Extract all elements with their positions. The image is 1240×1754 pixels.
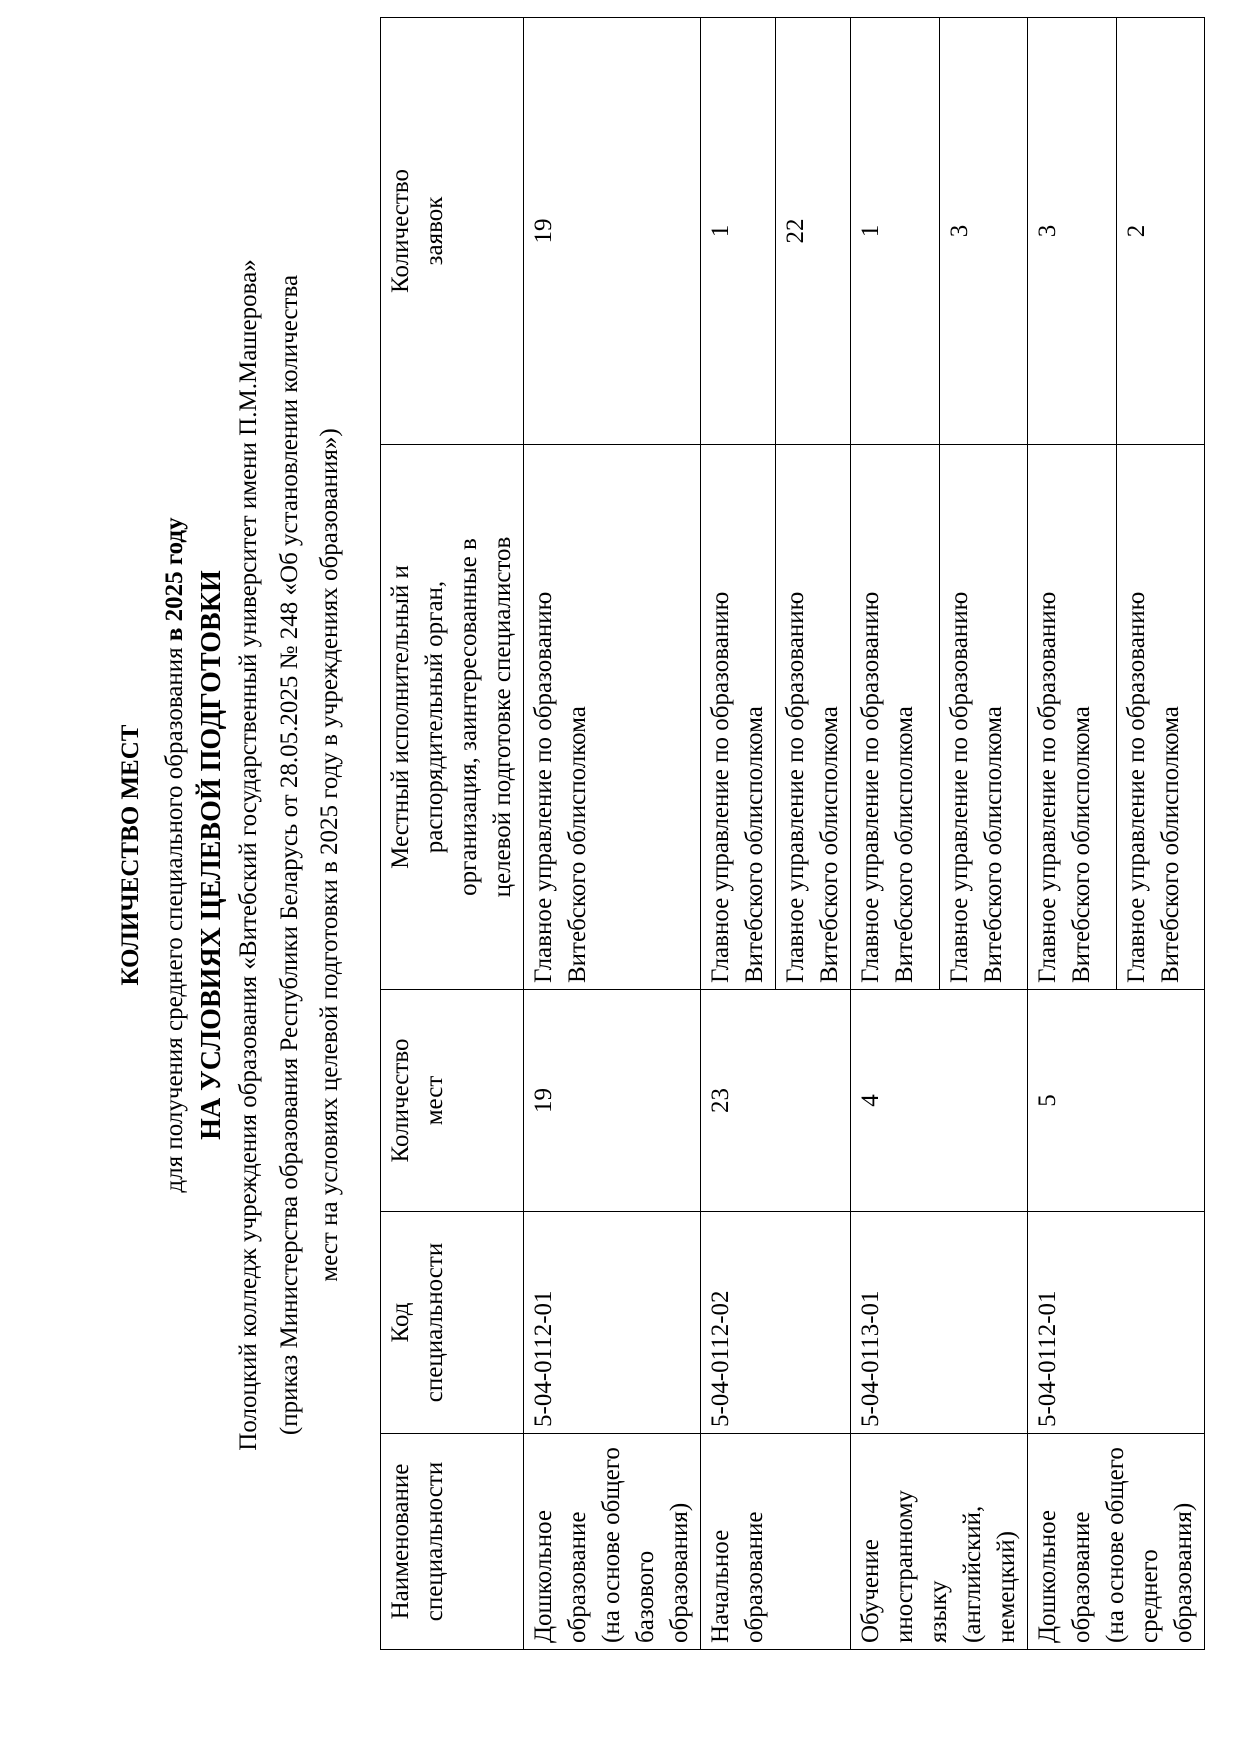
applications-count-cell: 3 [939, 18, 1028, 445]
organization-name [854, 451, 922, 983]
text-line: Главное управление по образованию [1122, 591, 1150, 983]
places-count-cell: 23 [701, 990, 851, 1212]
specialty-code-cell: 5-04-0112-01 [1028, 1212, 1205, 1434]
text-line: Обучение иностранному [857, 1490, 918, 1643]
specialty-name-cell [524, 1434, 701, 1650]
header-specialty-code [381, 1212, 524, 1434]
document-subtitle [162, 0, 187, 1710]
applications-count-cell: 1 [701, 18, 776, 445]
text-line: Главное управление по образованию [530, 591, 557, 983]
header-organization [381, 445, 524, 990]
applications-count-cell: 2 [1116, 18, 1205, 445]
table-header-row [381, 18, 524, 1650]
applications-count-cell: 19 [524, 18, 701, 445]
table-body [524, 18, 1205, 1650]
document-title: КОЛИЧЕСТВО МЕСТ [117, 724, 144, 986]
text-line: распорядительный орган, [421, 580, 448, 854]
specialty-code-cell: 5-04-0113-01 [851, 1212, 1028, 1434]
organization-cell [851, 445, 940, 990]
organization-cell [1116, 445, 1205, 990]
organization-name [779, 451, 847, 983]
text-line: Витебского облисполкома [816, 706, 843, 983]
specialty-name [704, 1440, 772, 1643]
text-line: среднего образования) [1136, 1502, 1197, 1643]
text-line: специальности [421, 1242, 448, 1403]
text-line: языку (английский, [925, 1505, 986, 1643]
text-line: Витебского облисполкома [979, 706, 1007, 983]
applications-count-cell: 1 [851, 18, 940, 445]
subtitle-text: для получения среднего специального образования [161, 641, 188, 1193]
specialty-name-cell [851, 1434, 1028, 1650]
text-line: Витебского облисполкома [564, 706, 591, 983]
institution-name: Полоцкий колледж учреждения образования «Витебский государственный университет имени П.М.Машерова» [235, 259, 262, 1451]
order-reference-line2: мест на условиях целевой подготовки в 2025 году в учреждениях образования») [316, 428, 343, 1282]
applications-count-cell: 3 [1028, 18, 1117, 445]
condition-heading: НА УСЛОВИЯХ ЦЕЛЕВОЙ ПОДГОТОВКИ [196, 570, 227, 1140]
text-line: Начальное образование [707, 1511, 768, 1643]
text-line: организация, заинтересованные в [455, 538, 482, 896]
table-row [1028, 18, 1117, 1650]
text-line: специальности [421, 1461, 448, 1622]
table-row [701, 18, 776, 1650]
header-places-count [381, 990, 524, 1212]
text-line: Количество [387, 169, 414, 293]
table-row [851, 18, 940, 1650]
specialty-name-cell [1028, 1434, 1205, 1650]
text-line: Главное управление по образованию [857, 591, 884, 983]
text-line: Витебского облисполкома [891, 706, 918, 983]
text-line: Дошкольное образование [1034, 1509, 1095, 1643]
order-reference-line1: (приказ Министерства образования Республики Беларусь от 28.05.2025 № 248 «Об установлении количества [276, 274, 303, 1436]
subtitle-year: в 2025 году [161, 517, 188, 642]
applications-count-cell: 22 [776, 18, 851, 445]
text-line: Наименование [387, 1463, 414, 1620]
specialty-name [527, 1440, 697, 1643]
text-line: Витебского облисполкома [741, 706, 768, 983]
specialty-code-cell: 5-04-0112-02 [701, 1212, 851, 1434]
specialty-name [1031, 1440, 1201, 1643]
places-count-cell: 4 [851, 990, 1028, 1212]
places-table [380, 17, 1205, 1650]
text-line: Главное управление по образованию [782, 591, 809, 983]
text-line: немецкий) [993, 1531, 1020, 1643]
text-line: Местный исполнительный и [387, 565, 414, 869]
text-line: (на основе общего [1102, 1447, 1129, 1643]
header-applications-count [381, 18, 524, 445]
text-line: Количество [387, 1038, 414, 1163]
text-line: Витебского облисполкома [1156, 706, 1184, 983]
organization-name [1031, 451, 1099, 983]
organization-cell [776, 445, 851, 990]
text-line: (на основе общего [598, 1447, 625, 1643]
organization-name [704, 451, 772, 983]
text-line: Главное управление по образованию [707, 591, 734, 983]
places-count-cell: 19 [524, 990, 701, 1212]
text-line: мест [421, 1075, 448, 1126]
text-line: базового образования) [632, 1502, 693, 1643]
organization-name [527, 451, 595, 983]
table-row [524, 18, 701, 1650]
organization-name [1120, 451, 1188, 983]
text-line: Главное управление по образованию [945, 591, 973, 983]
text-line: Витебского облисполкома [1068, 706, 1095, 983]
specialty-name-cell [701, 1434, 851, 1650]
header-specialty-name [381, 1434, 524, 1650]
text-line: Главное управление по образованию [1034, 591, 1061, 983]
text-line: заявок [421, 196, 448, 266]
specialty-name [854, 1440, 1024, 1643]
text-line: Дошкольное образование [530, 1509, 591, 1643]
specialty-code-cell: 5-04-0112-01 [524, 1212, 701, 1434]
text-line: Код [387, 1302, 414, 1343]
organization-cell [701, 445, 776, 990]
organization-cell [939, 445, 1028, 990]
text-line: целевой подготовке специалистов [489, 536, 516, 898]
organization-name [943, 451, 1011, 983]
organization-cell [524, 445, 701, 990]
places-count-cell: 5 [1028, 990, 1205, 1212]
organization-cell [1028, 445, 1117, 990]
